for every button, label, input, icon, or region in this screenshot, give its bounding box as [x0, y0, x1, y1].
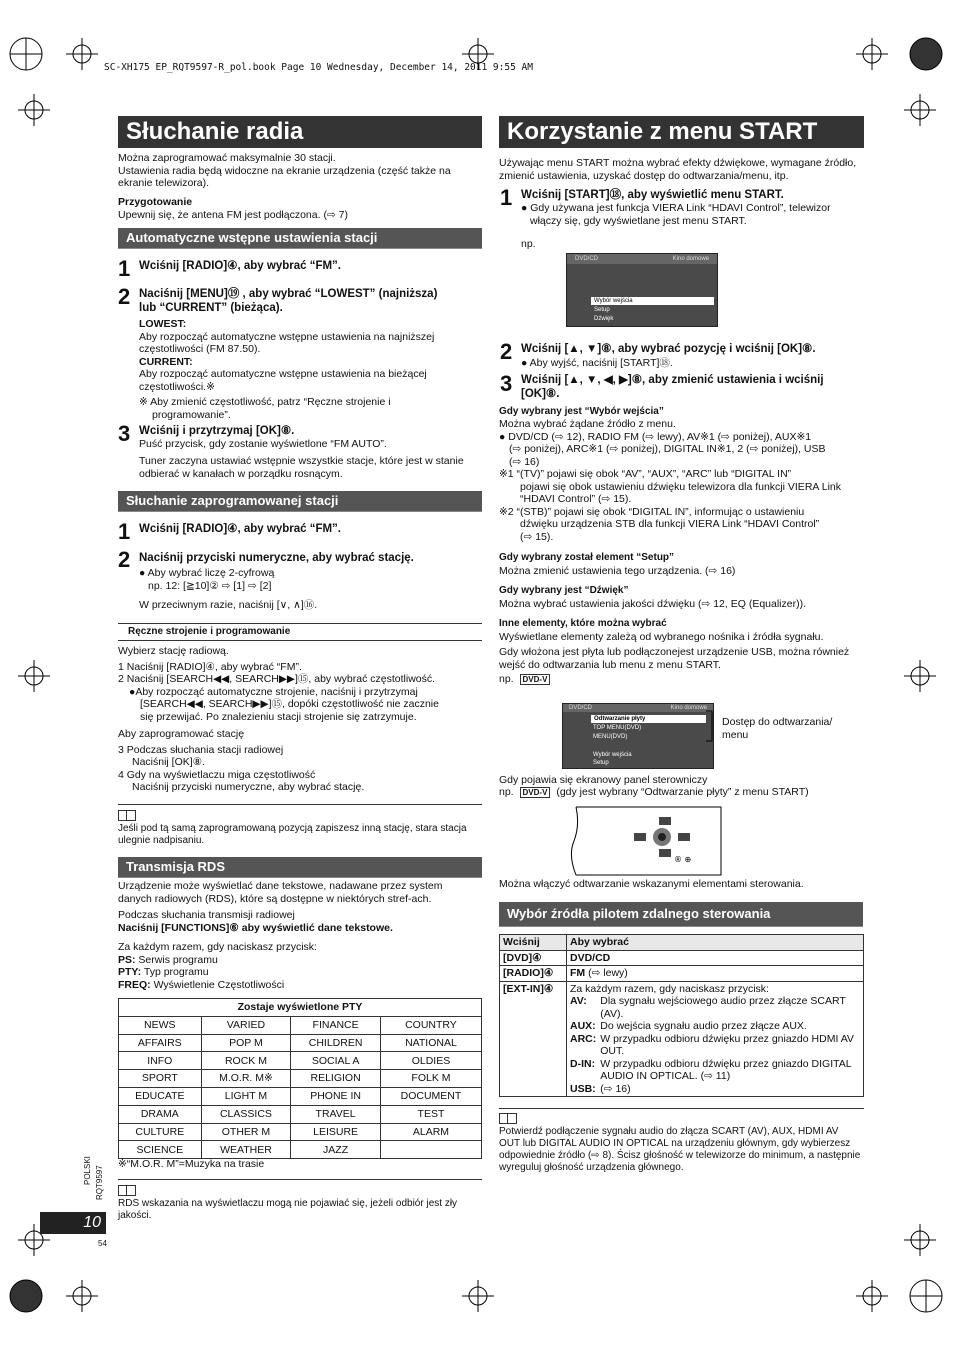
- side-code: [94, 1165, 106, 1200]
- manual-line-3: 2 Naciśnij [SEARCH◀◀, SEARCH▶▶]⑮, aby wybrać częstotliwość.: [118, 673, 436, 685]
- pty-cell: NATIONAL: [380, 1034, 481, 1052]
- input-line-1: Można wybrać żądane źródło z menu.: [499, 418, 676, 430]
- start-step-1-text: [521, 202, 861, 227]
- ext-intro: Za każdym razem, gdy naciskasz przycisk:: [570, 982, 769, 995]
- auto-step-3-text-1: Puść przycisk, gdy zostanie wyświetlone “FM AUTO”.: [139, 438, 387, 450]
- ext-item-text: W przypadku odbioru dźwięku przez gniazdo HDMI AV OUT.: [600, 1032, 854, 1057]
- pty-cell: VARIED: [201, 1016, 291, 1034]
- panel-text-2-body: (gdy jest wybrany “Odtwarzanie płyty” z menu START): [556, 786, 809, 798]
- dvdv-badge: DVD-V: [520, 674, 551, 685]
- step-number-1: 1: [500, 185, 513, 210]
- step-number-1: 1: [118, 256, 131, 281]
- pty-cell: TEST: [380, 1105, 481, 1123]
- screen-right-label: Kino domowe: [672, 256, 709, 262]
- np-label: np.: [521, 238, 536, 250]
- pty-cell: ALARM: [380, 1123, 481, 1141]
- pty-cell: CLASSICS: [201, 1105, 291, 1123]
- side-lang-text: POLSKI: [83, 1156, 92, 1185]
- screen-item-play-disc: Odtwarzanie płyty: [591, 715, 706, 723]
- input-line-3: (⇨ poniżej), ARC※1 (⇨ poniżej), DIGITAL IN※1, 2 (⇨ poniżej), USB: [509, 443, 826, 455]
- mor-note: ※“M.O.R. M”=Muzyka na trasie: [118, 1158, 265, 1170]
- manual-line-11: Naciśnij przyciski numeryczne, aby wybrać stację.: [132, 781, 365, 793]
- section-source-remote: Wybór źródła pilotem zdalnego sterowania: [499, 902, 863, 927]
- auto-step-3-text-2: Tuner zaczyna ustawiać wstępnie wszystkie stacje, które jest w stanie odbierać w kanałach w porządku rosnącym.: [139, 455, 464, 480]
- callout-bracket: [704, 710, 716, 742]
- auto-step-3: Wciśnij i przytrzymaj [OK]⑧.: [139, 425, 295, 437]
- ps-label: PS:: [118, 953, 136, 966]
- pty-row: [119, 1087, 482, 1105]
- pty-cell: EDUCATE: [119, 1087, 202, 1105]
- input-line-10: (⇨ 15).: [520, 530, 554, 543]
- screen-left-label: DVD/CD: [575, 256, 599, 262]
- pty-cell: ROCK M: [201, 1052, 291, 1070]
- start-step-3: [521, 373, 866, 401]
- screen-right-label: Kino domowe: [670, 705, 707, 711]
- pty-row: [119, 1141, 482, 1159]
- pty-cell: WEATHER: [201, 1141, 291, 1159]
- pty-cell: [380, 1141, 481, 1159]
- start-step-2: Wciśnij [▲, ▼]⑧, aby wybrać pozycję i wciśnij [OK]⑧.: [521, 343, 816, 355]
- pty-row: [119, 1034, 482, 1052]
- divider: [118, 1179, 482, 1180]
- divider: [118, 623, 482, 624]
- ext-item: [570, 1083, 860, 1096]
- pty-cell: INFO: [119, 1052, 202, 1070]
- other-items-text-2: Gdy włożona jest płyta lub podłączonejest urządzenie USB, można również wejść do odtwarzania lub menu z menu START.: [499, 646, 850, 671]
- col-select: Aby wybrać: [567, 935, 864, 951]
- pty-cell: TRAVEL: [291, 1105, 381, 1123]
- section-programmed-station: Słuchanie zaprogramowanej stacji: [118, 491, 482, 512]
- pty-cell: DRAMA: [119, 1105, 202, 1123]
- key-ext-in: [EXT-IN]④: [500, 981, 567, 1097]
- pty-cell: JAZZ: [291, 1141, 381, 1159]
- prog-bullet-2: np. 12: [≧10]② ⇨ [1] ⇨ [2]: [148, 579, 272, 592]
- pty-cell: OLDIES: [380, 1052, 481, 1070]
- start-menu-screen-dvd: [562, 703, 714, 769]
- ext-item-label: USB:: [570, 1082, 596, 1095]
- section-rds: Transmisja RDS: [118, 857, 482, 878]
- pty-table-title: Zostaje wyświetlone PTY: [119, 999, 482, 1017]
- note-audio: Potwierdź podłączenie sygnału audio do złącza SCART (AV), AUX, HDMI AV OUT lub DIGITAL AUDIO IN OPTICAL na urządzeniu głównym, gdy wybierzesz odpowiednie źródło (⇨ 8). Ścisz głośność w telewizorze do minimum, a następnie wyreguluj głośność urządzenia głównego.: [499, 1126, 861, 1173]
- lowest-text-2: częstotliwości (FM 87.50).: [139, 343, 261, 355]
- rds-ps: [118, 954, 478, 967]
- ext-item: [570, 1058, 860, 1083]
- sound-title: Gdy wybrany jest “Dźwięk”: [499, 585, 629, 596]
- screen-item-top-menu: TOP MENU(DVD): [593, 725, 642, 731]
- start-step-2-text: ● Aby wyjść, naciśnij [START]⑱.: [521, 357, 673, 369]
- intro-line-2: Ustawienia radia będą widoczne na ekranie urządzenia (część także na ekranie telewizora).: [118, 164, 451, 189]
- start-step-1-line-1: ● Gdy używana jest funkcja VIERA Link “HDAVI Control”, telewizor: [521, 202, 831, 214]
- current-label: CURRENT:: [139, 355, 193, 368]
- pty-row: [119, 1052, 482, 1070]
- control-panel-illustration: [566, 805, 726, 877]
- pty-cell: FINANCE: [291, 1016, 381, 1034]
- lowest-current-desc: [139, 318, 479, 421]
- manual-line-8: 3 Podczas słuchania stacji radiowej: [118, 743, 284, 756]
- freq-label: FREQ:: [118, 978, 151, 991]
- auto-step-1: Wciśnij [RADIO]④, aby wybrać “FM”.: [139, 260, 342, 272]
- freq-note-2: programowanie”.: [152, 408, 231, 421]
- divider: [118, 640, 482, 641]
- note-rds: RDS wskazania na wyświetlaczu mogą nie pojawiać się, jeżeli odbiór jest zły jakości.: [118, 1198, 458, 1221]
- prep-title: Przygotowanie: [118, 196, 193, 208]
- page-title-start-menu: Korzystanie z menu START: [499, 116, 864, 148]
- input-line-8: ※2 “(STB)” pojawi się obok “DIGITAL IN”, informując o ustawieniu: [499, 505, 805, 518]
- pty-cell: COUNTRY: [380, 1016, 481, 1034]
- freq-note-1: ※ Aby zmienić częstotliwość, patrz “Ręczne strojenie i: [139, 396, 391, 408]
- pty-cell: AFFAIRS: [119, 1034, 202, 1052]
- screen-item-sound: Dźwięk: [594, 316, 614, 322]
- other-items-title: Inne elementy, które można wybrać: [499, 618, 667, 629]
- prog-step-2: Naciśnij przyciski numeryczne, aby wybrać stację.: [139, 552, 414, 564]
- freq-text: Wyświetlenie Częstotliwości: [150, 978, 285, 991]
- step-number-2: 2: [118, 284, 131, 309]
- pty-row: [119, 1105, 482, 1123]
- manual-line-4: ●Aby rozpocząć automatyczne strojenie, naciśnij i przytrzymaj: [129, 685, 418, 698]
- ext-item-label: AV:: [570, 995, 587, 1007]
- step-number-2: 2: [118, 547, 131, 572]
- ext-item-label: D-IN:: [570, 1057, 596, 1070]
- input-line-9: dźwięku urządzenia STB dla funkcji VIERA Link “HDAVI Control”: [520, 518, 820, 530]
- key-dvd: [DVD]④: [500, 950, 567, 966]
- pty-cell: CULTURE: [119, 1123, 202, 1141]
- step-number-3: 3: [500, 371, 513, 396]
- current-text-2: częstotliwości.※: [139, 380, 215, 393]
- dvdv-badge: DVD-V: [520, 787, 551, 798]
- pty-cell: DOCUMENT: [380, 1087, 481, 1105]
- divider: [499, 1108, 864, 1109]
- rds-text: [118, 880, 478, 991]
- pty-cell: LIGHT M: [201, 1087, 291, 1105]
- input-selection-block: [499, 406, 863, 543]
- screen-topbar: [567, 254, 717, 264]
- note-book-icon: [118, 810, 136, 821]
- rds-line-3: Naciśnij [FUNCTIONS]⑥ aby wyświetlić dane tekstowe.: [118, 921, 393, 934]
- auto-step-2-line-1: Naciśnij [MENU]⑲ , aby wybrać “LOWEST” (najniższa): [139, 288, 438, 300]
- auto-step-2: [139, 287, 484, 315]
- step-number-2: 2: [500, 339, 513, 364]
- pty-label: PTY:: [118, 966, 142, 978]
- rds-pty: [118, 966, 478, 979]
- section-manual-tuning: Ręczne strojenie i programowanie: [128, 626, 291, 637]
- prog-bullet-3: W przeciwnym razie, naciśnij [∨, ∧]⑯.: [139, 599, 318, 611]
- np-dvdv: [499, 673, 550, 687]
- rds-line-4: Za każdym razem, gdy naciskasz przycisk:: [118, 941, 317, 953]
- divider: [118, 804, 482, 805]
- screen-item-menu: MENU(DVD): [593, 734, 628, 740]
- ext-item-text: W przypadku odbioru dźwięku przez gniazdo DIGITAL AUDIO IN OPTICAL. (⇨ 11): [600, 1057, 852, 1082]
- input-line-6: pojawi się obok ustawieniu dźwięku telewizora dla funkcji VIERA Link: [520, 480, 841, 493]
- pty-table: [118, 998, 482, 1159]
- setup-title: Gdy wybrany został element “Setup”: [499, 552, 675, 563]
- ext-item-label: AUX:: [570, 1020, 596, 1032]
- start-step-1: Wciśnij [START]⑱, aby wyświetlić menu START.: [521, 189, 784, 201]
- panel-text-3: Można włączyć odtwarzanie wskazanymi elementami sterowania.: [499, 878, 804, 890]
- page-number-small: 54: [98, 1239, 107, 1248]
- pty-cell: SOCIAL A: [291, 1052, 381, 1070]
- page-title-radio: Słuchanie radia: [118, 116, 482, 148]
- screen-left-label: DVD/CD: [569, 705, 593, 711]
- note-book-icon: [499, 1113, 517, 1124]
- val-dvd: DVD/CD: [567, 950, 864, 966]
- rds-line-1: Urządzenie może wyświetlać dane tekstowe, nadawane przez system danych radiowych (RDS), które są dostępne w niektórych stref-ach.: [118, 880, 443, 905]
- ext-items: [570, 995, 860, 1095]
- pty-cell: FOLK M: [380, 1070, 481, 1088]
- key-radio: [RADIO]④: [500, 966, 567, 982]
- pty-row: [119, 1123, 482, 1141]
- start-menu-screen: [566, 253, 718, 327]
- start-step-3-line-1: Wciśnij [▲, ▼, ◀, ▶]⑧, aby zmienić ustawienia i wciśnij: [521, 374, 824, 386]
- prep-text: Upewnij się, że antena FM jest podłączona. (⇨ 7): [118, 209, 348, 221]
- pty-cell: CHILDREN: [291, 1034, 381, 1052]
- current-text-1: Aby rozpocząć automatyczne wstępne ustawienia na bieżącej: [139, 368, 427, 380]
- pty-cell: M.O.R. M※: [201, 1070, 291, 1088]
- screen-callout-text: Dostęp do odtwarzania/ menu: [722, 716, 833, 741]
- pty-cell: POP M: [201, 1034, 291, 1052]
- rds-freq: [118, 979, 478, 992]
- prog-bullet-1: ● Aby wybrać liczę 2-cyfrową: [139, 567, 275, 579]
- ps-text: Serwis programu: [135, 953, 218, 966]
- col-press: Wciśnij: [500, 935, 567, 951]
- ext-item-label: ARC:: [570, 1032, 597, 1045]
- start-step-1-line-2: włączy się, gdy wyświetlane jest menu START.: [530, 214, 747, 227]
- lowest-text-1: Aby rozpocząć automatyczne wstępne ustawienia na najniższej: [139, 330, 435, 343]
- pty-cell: LEISURE: [291, 1123, 381, 1141]
- ext-item: [570, 1033, 860, 1058]
- sound-text: Można wybrać ustawienia jakości dźwięku (⇨ 12, EQ (Equalizer)).: [499, 598, 806, 610]
- pty-cell: RELIGION: [291, 1070, 381, 1088]
- note-overwrite: Jeśli pod tą samą zaprogramowaną pozycją zapiszesz inną stację, stara stacja ulegnie nadpisaniu.: [118, 823, 467, 846]
- lowest-label: LOWEST:: [139, 318, 187, 330]
- pty-cell: SCIENCE: [119, 1141, 202, 1159]
- print-header: SC-XH175 EP_RQT9597-R_pol.book Page 10 Wednesday, December 14, 2011 9:55 AM: [104, 62, 533, 73]
- pty-cell: PHONE IN: [291, 1087, 381, 1105]
- other-items-text-1: Wyświetlane elementy zależą od wybranego nośnika i źródła sygnału.: [499, 631, 824, 643]
- manual-line-1: Wybierz stację radiową.: [118, 645, 229, 657]
- section-auto-preset: Automatyczne wstępne ustawienia stacji: [118, 228, 482, 249]
- svg-text:® ⊕: ® ⊕: [674, 855, 692, 864]
- manual-line-7: Aby zaprogramować stację: [118, 728, 245, 740]
- manual-line-10: 4 Gdy na wyświetlaczu miga częstotliwość: [118, 768, 316, 781]
- input-line-2: ● DVD/CD (⇨ 12), RADIO FM (⇨ lewy), AV※1 (⇨ poniżej), AUX※1: [499, 430, 812, 443]
- np-label: np.: [499, 786, 514, 798]
- input-line-7: “HDAVI Control” (⇨ 15).: [520, 493, 632, 505]
- setup-text: Można zmienić ustawienia tego urządzenia. (⇨ 16): [499, 565, 736, 577]
- page-number-box: [40, 1212, 106, 1234]
- pty-cell: OTHER M: [201, 1123, 291, 1141]
- intro-line-1: Można zaprogramować maksymalnie 30 stacji.: [118, 152, 336, 164]
- pty-cell: SPORT: [119, 1070, 202, 1088]
- pty-row: [119, 1016, 482, 1034]
- step-number-1: 1: [118, 519, 131, 544]
- ext-item: [570, 995, 860, 1020]
- np-label: np.: [499, 673, 514, 685]
- manual-tuning-text: [118, 645, 482, 794]
- start-step-3-line-2: [OK]⑧.: [521, 388, 560, 400]
- prog-bullets: [139, 567, 479, 612]
- pty-text: Typ programu: [141, 966, 209, 978]
- side-code-text: RQT9597: [95, 1165, 104, 1200]
- prog-step-1: Wciśnij [RADIO]④, aby wybrać “FM”.: [139, 523, 342, 535]
- auto-step-2-line-2: lub “CURRENT” (bieżąca).: [139, 302, 283, 314]
- panel-text-1: Gdy pojawia się ekranowy panel sterowniczy: [499, 774, 708, 786]
- val-ext-in: [567, 981, 864, 1097]
- manual-line-9: Naciśnij [OK]⑧.: [132, 756, 206, 768]
- ext-item: [570, 1020, 860, 1033]
- screen-item-input: Wybór wejścia: [593, 752, 632, 758]
- input-selection-title: Gdy wybrany jest “Wybór wejścia”: [499, 406, 664, 417]
- manual-line-5: [SEARCH◀◀, SEARCH▶▶]⑮, dopóki częstotliwość nie zacznie: [140, 698, 439, 710]
- panel-text-2: [499, 786, 809, 800]
- screen-topbar: [563, 704, 713, 712]
- page-number: 10: [83, 1214, 101, 1231]
- source-table: [499, 934, 864, 1097]
- side-language: [82, 1156, 94, 1185]
- ext-item-text: Do wejścia sygnału audio przez złącze AUX.: [600, 1020, 807, 1032]
- start-intro: Używając menu START można wybrać efekty dźwiękowe, wymagane źródło, zmienić ustawienia, uzyskać dostęp do odtwarzania/menu, itp.: [499, 157, 857, 182]
- note-book-icon: [118, 1185, 136, 1196]
- input-line-4: (⇨ 16): [509, 455, 540, 468]
- manual-line-6: się przewijać. Po znalezieniu stacji strojenie się zatrzymuje.: [140, 710, 417, 723]
- ext-item-text: Dla sygnału wejściowego audio przez złącze SCART (AV).: [600, 995, 846, 1020]
- intro-text: [118, 152, 478, 190]
- step-number-3: 3: [118, 421, 131, 446]
- ext-item-text: (⇨ 16): [600, 1082, 631, 1095]
- manual-line-2: 1 Naciśnij [RADIO]④, aby wybrać “FM”.: [118, 660, 302, 673]
- screen-item-setup: Setup: [593, 760, 609, 766]
- pty-cell: NEWS: [119, 1016, 202, 1034]
- screen-item-input: Wybór wejścia: [591, 297, 714, 305]
- pty-row: [119, 1070, 482, 1088]
- input-line-5: ※1 “(TV)” pojawi się obok “AV”, “AUX”, “ARC” lub “DIGITAL IN”: [499, 468, 792, 480]
- rds-line-2: Podczas słuchania transmisji radiowej: [118, 909, 295, 921]
- val-radio: FM (⇨ lewy): [567, 966, 864, 982]
- screen-item-setup: Setup: [594, 307, 610, 313]
